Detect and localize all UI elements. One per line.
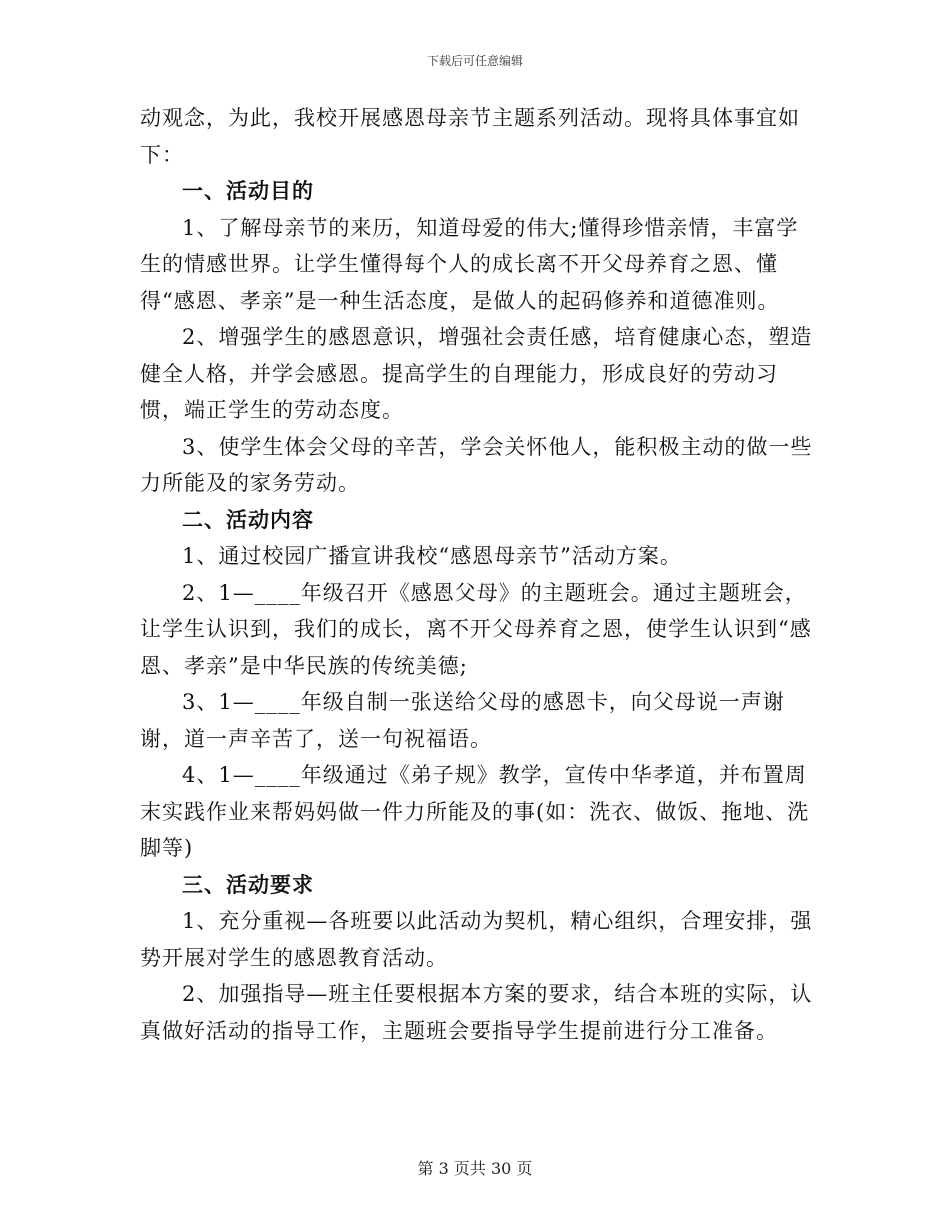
document-body [140,100,820,1049]
paragraph-requirements-1: 1、充分重视—各班要以此活动为契机，精心组织，合理安排，强势开展对学生的感恩教育活动。 [140,909,813,970]
page-header-note: 下载后可任意编辑 [426,54,523,68]
intro-paragraph: 动观念，为此，我校开展感恩母亲节主题系列活动。现将具体事宜如下： [140,106,800,167]
page-number-footer: 第 3 页共 30 页 [417,1159,533,1178]
section-heading-purpose: 一、活动目的 [182,178,314,203]
paragraph-purpose-3: 3、使学生体会父母的辛苦，学会关怀他人，能积极主动的做一些力所能及的家务劳动。 [140,434,813,495]
paragraph-content-1: 1、通过校园广播宣讲我校“感恩母亲节”活动方案。 [182,544,682,568]
paragraph-content-4: 4、1—____年级通过《弟子规》教学，宣传中华孝道，并布置周末实践作业来帮妈妈做一件力所能及的事(如：洗衣、做饭、拖地、洗脚等) [140,763,810,860]
paragraph-content-2: 2、1—____年级召开《感恩父母》的主题班会。通过主题班会，让学生认识到，我们的成长，离不开父母养育之恩，使学生认识到“感恩、孝亲”是中华民族的传统美德; [140,580,812,678]
paragraph-content-3: 3、1—____年级自制一张送给父母的感恩卡，向父母说一声谢谢，道一声辛苦了，送一句祝福语。 [140,690,785,751]
paragraph-purpose-2: 2、增强学生的感恩意识，增强社会责任感，培育健康心态，塑造健全人格，并学会感恩。提高学生的自理能力，形成良好的劳动习惯，端正学生的劳动态度。 [140,325,813,422]
paragraph-purpose-1: 1、了解母亲节的来历，知道母爱的伟大;懂得珍惜亲情，丰富学生的情感世界。让学生懂得每个人的成长离不开父母养育之恩、懂得“感恩、孝亲”是一种生活态度，是做人的起码修养和道德准则。 [140,215,799,313]
section-heading-content: 二、活动内容 [182,506,314,532]
section-heading-requirements: 三、活动要求 [182,871,314,897]
paragraph-requirements-2: 2、加强指导—班主任要根据本方案的要求，结合本班的实际，认真做好活动的指导工作，主题班会要指导学生提前进行分工准备。 [140,982,813,1043]
